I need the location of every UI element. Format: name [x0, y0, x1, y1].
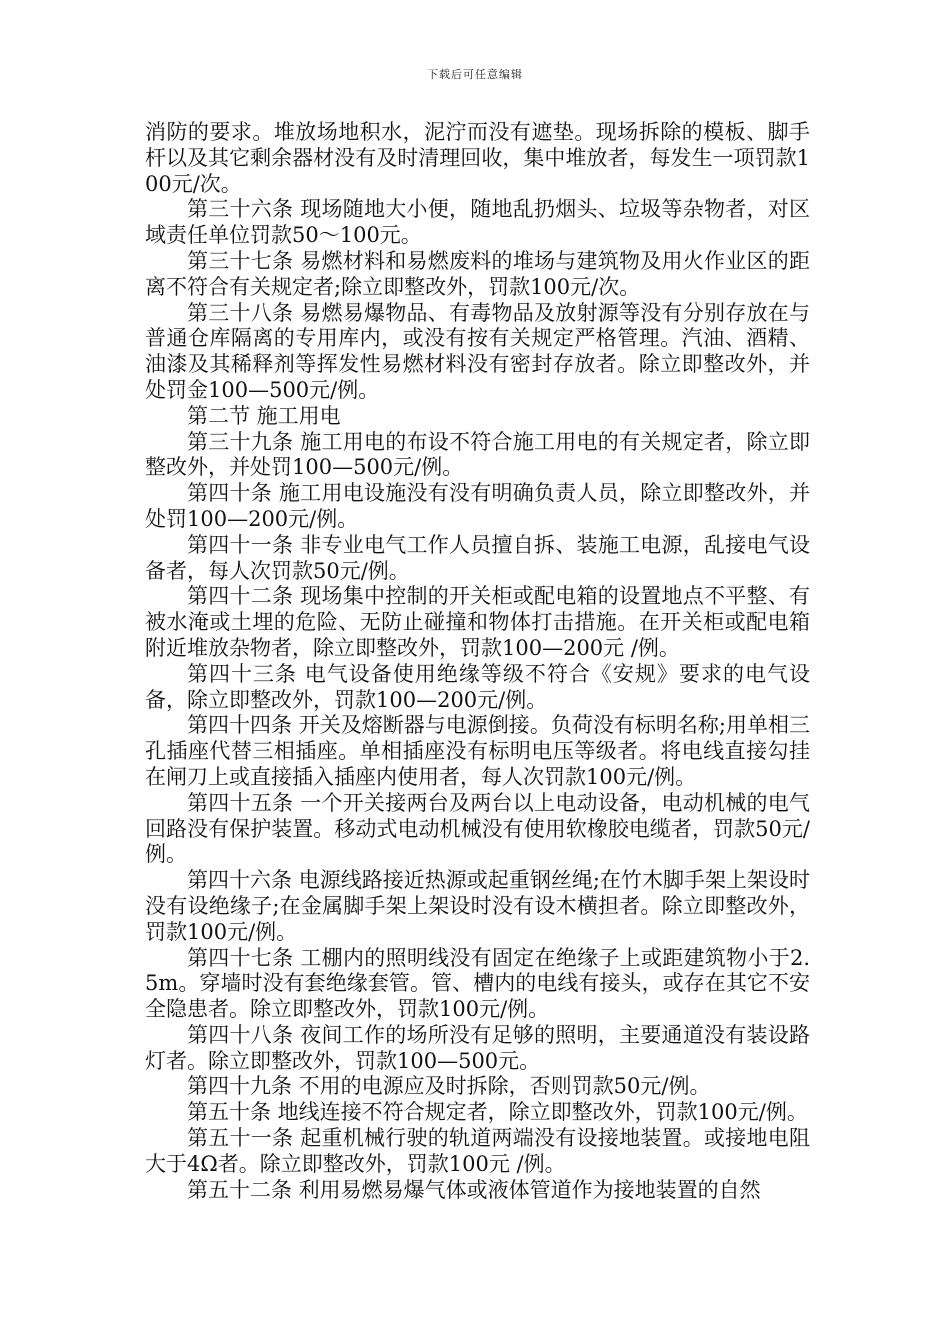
document-body — [145, 120, 810, 1203]
paragraph-article-36: 第三十六条 现场随地大小便，随地乱扔烟头、垃圾等杂物者，对区域责任单位罚款50～100元。 — [145, 197, 810, 248]
paragraph-article-43: 第四十三条 电气设备使用绝缘等级不符合《安规》要求的电气设备，除立即整改外，罚款100—200元/例。 — [145, 661, 810, 712]
paragraph-article-49: 第四十九条 不用的电源应及时拆除，否则罚款50元/例。 — [187, 1074, 711, 1099]
paragraph-article-40: 第四十条 施工用电设施没有没有明确负责人员，除立即整改外，并处罚100—200元/例。 — [145, 481, 810, 531]
paragraph-article-51: 第五十一条 起重机械行驶的轨道两端没有设接地装置。或接地电阻大于4Ω者。除立即整改外，罚款100元 /例。 — [145, 1126, 810, 1176]
page-header: 下载后可任意编辑 — [427, 68, 523, 81]
paragraph-article-41: 第四十一条 非专业电气工作人员擅自拆、装施工电源，乱接电气设备者，每人次罚款50元/例。 — [145, 532, 810, 583]
paragraph-article-47: 第四十七条 工棚内的照明线没有固定在绝缘子上或距建筑物小于2.5m。穿墙时没有套绝缘套管。管、槽内的电线有接头，或存在其它不安全隐患者。除立即整改外，罚款100元/例。 — [145, 945, 810, 1022]
paragraph-article-48: 第四十八条 夜间工作的场所没有足够的照明，主要通道没有装设路灯者。除立即整改外，罚款100—500元。 — [145, 1022, 810, 1073]
paragraph-article-44: 第四十四条 开关及熔断器与电源倒接。负荷没有标明名称;用单相三孔插座代替三相插座。单相插座没有标明电压等级者。将电线直接勾挂在闸刀上或直接插入插座内使用者，每人次罚款100元/例。 — [145, 713, 810, 789]
paragraph-continuation: 消防的要求。堆放场地积水，泥泞而没有遮垫。现场拆除的模板、脚手杆以及其它剩余器材没有及时清理回收，集中堆放者，每发生一项罚款100元/次。 — [145, 120, 810, 196]
paragraph-article-45: 第四十五条 一个开关接两台及两台以上电动设备，电动机械的电气回路没有保护装置。移动式电动机械没有使用软橡胶电缆者，罚款50元/例。 — [145, 790, 810, 867]
paragraph-article-52: 第五十二条 利用易燃易爆气体或液体管道作为接地装置的自然 — [187, 1177, 761, 1202]
paragraph-article-39: 第三十九条 施工用电的布设不符合施工用电的有关规定者，除立即整改外，并处罚100—500元/例。 — [145, 429, 810, 480]
section-heading: 第二节 施工用电 — [187, 403, 341, 428]
paragraph-article-38: 第三十八条 易燃易爆物品、有毒物品及放射源等没有分别存放在与普通仓库隔离的专用库内，或没有按有关规定严格管理。汽油、酒精、油漆及其稀释剂等挥发性易燃材料没有密封存放者。除立即整改外，并处罚金100—500元/例。 — [145, 300, 810, 402]
paragraph-article-50: 第五十条 地线连接不符合规定者，除立即整改外，罚款100元/例。 — [187, 1100, 808, 1125]
paragraph-article-37: 第三十七条 易燃材料和易燃废料的堆场与建筑物及用火作业区的距离不符合有关规定者;除立即整改外，罚款100元/次。 — [145, 248, 810, 299]
paragraph-article-46: 第四十六条 电源线路接近热源或起重钢丝绳;在竹木脚手架上架设时没有设绝缘子;在金属脚手架上架设时没有设木横担者。除立即整改外，罚款100元/例。 — [145, 868, 810, 944]
paragraph-article-42: 第四十二条 现场集中控制的开关柜或配电箱的设置地点不平整、有被水淹或土埋的危险、无防止碰撞和物体打击措施。在开关柜或配电箱附近堆放杂物者，除立即整改外，罚款100—200元 /例。 — [145, 584, 810, 660]
